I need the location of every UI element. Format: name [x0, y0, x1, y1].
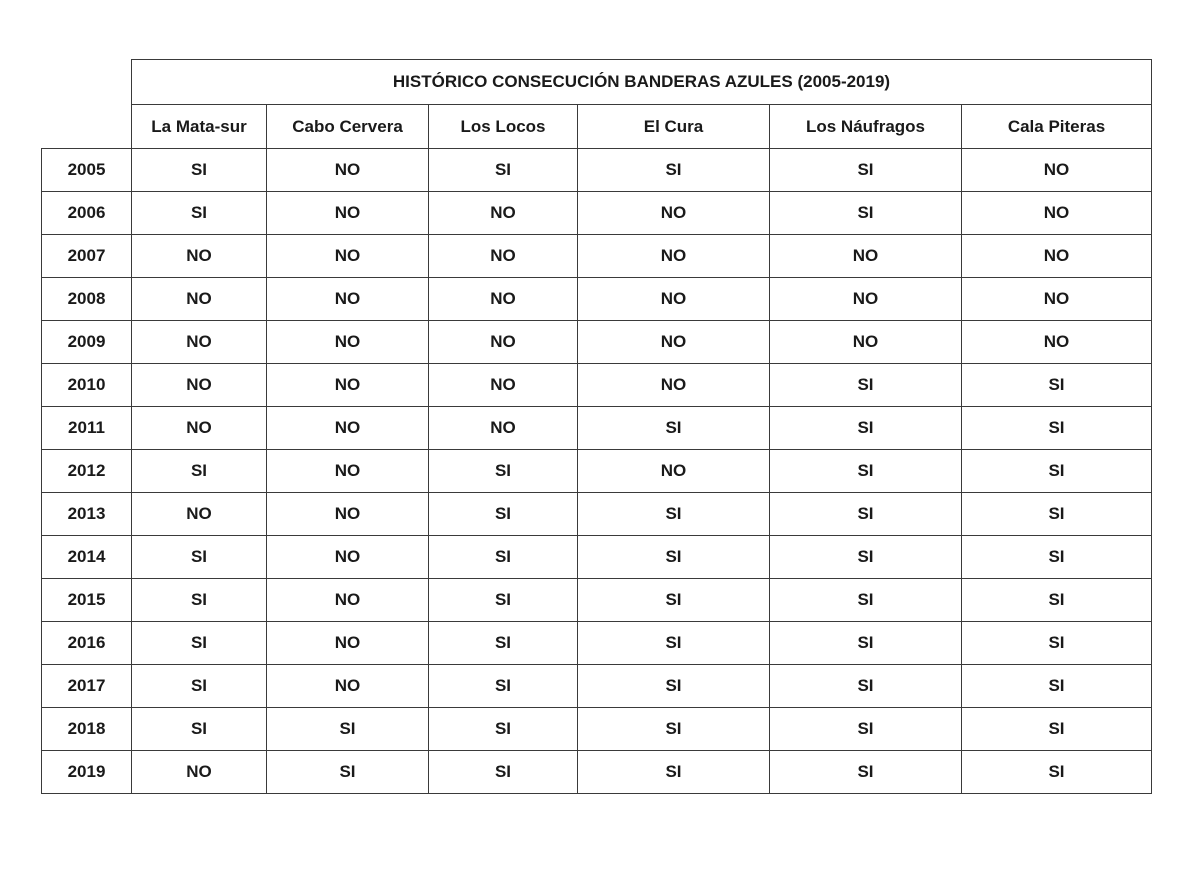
status-cell: NO [267, 536, 429, 579]
status-cell: SI [267, 708, 429, 751]
table-row [42, 493, 1152, 536]
corner-cell [42, 105, 132, 149]
status-cell: SI [132, 450, 267, 493]
status-cell: SI [267, 751, 429, 794]
status-cell: SI [962, 665, 1152, 708]
status-cell: NO [267, 407, 429, 450]
year-cell: 2014 [42, 536, 132, 579]
status-cell: NO [962, 235, 1152, 278]
year-cell: 2018 [42, 708, 132, 751]
status-cell: SI [770, 450, 962, 493]
status-cell: NO [429, 235, 578, 278]
status-cell: SI [770, 493, 962, 536]
status-cell: SI [429, 622, 578, 665]
status-cell: NO [578, 321, 770, 364]
status-cell: NO [770, 278, 962, 321]
status-cell: SI [132, 192, 267, 235]
status-cell: SI [578, 493, 770, 536]
table-row [42, 192, 1152, 235]
status-cell: NO [132, 278, 267, 321]
status-cell: SI [770, 665, 962, 708]
status-cell: SI [962, 579, 1152, 622]
status-cell: SI [429, 536, 578, 579]
status-cell: SI [962, 536, 1152, 579]
status-cell: SI [962, 751, 1152, 794]
year-cell: 2007 [42, 235, 132, 278]
status-cell: NO [770, 235, 962, 278]
status-cell: NO [267, 149, 429, 192]
status-cell: SI [770, 536, 962, 579]
status-cell: SI [429, 751, 578, 794]
table-title: HISTÓRICO CONSECUCIÓN BANDERAS AZULES (2005-2019) [132, 60, 1152, 105]
year-cell: 2009 [42, 321, 132, 364]
status-cell: NO [962, 192, 1152, 235]
status-cell: NO [770, 321, 962, 364]
status-cell: NO [267, 321, 429, 364]
status-cell: SI [962, 493, 1152, 536]
column-header-el-cura: El Cura [578, 105, 770, 149]
status-cell: NO [267, 493, 429, 536]
status-cell: NO [267, 192, 429, 235]
status-cell: SI [429, 665, 578, 708]
year-cell: 2008 [42, 278, 132, 321]
table-row [42, 407, 1152, 450]
status-cell: SI [770, 708, 962, 751]
column-header-los-locos: Los Locos [429, 105, 578, 149]
status-cell: SI [578, 665, 770, 708]
status-cell: NO [429, 192, 578, 235]
year-cell: 2016 [42, 622, 132, 665]
status-cell: SI [962, 708, 1152, 751]
status-cell: NO [429, 321, 578, 364]
table-row [42, 149, 1152, 192]
table-row [42, 708, 1152, 751]
year-cell: 2015 [42, 579, 132, 622]
status-cell: NO [429, 364, 578, 407]
status-cell: NO [578, 278, 770, 321]
status-cell: NO [267, 622, 429, 665]
year-cell: 2010 [42, 364, 132, 407]
status-cell: SI [770, 407, 962, 450]
status-cell: SI [578, 407, 770, 450]
status-cell: SI [770, 622, 962, 665]
status-cell: NO [132, 364, 267, 407]
status-cell: NO [267, 364, 429, 407]
header-row [42, 105, 1152, 149]
status-cell: SI [578, 579, 770, 622]
year-cell: 2011 [42, 407, 132, 450]
status-cell: NO [267, 579, 429, 622]
table-row [42, 536, 1152, 579]
status-cell: SI [429, 708, 578, 751]
column-header-los-naufragos: Los Náufragos [770, 105, 962, 149]
table-row [42, 450, 1152, 493]
status-cell: SI [578, 622, 770, 665]
year-cell: 2006 [42, 192, 132, 235]
status-cell: NO [578, 364, 770, 407]
status-cell: SI [578, 536, 770, 579]
status-cell: NO [132, 751, 267, 794]
status-cell: SI [962, 450, 1152, 493]
status-cell: NO [962, 278, 1152, 321]
status-cell: NO [962, 149, 1152, 192]
table-row [42, 751, 1152, 794]
column-header-la-mata-sur: La Mata-sur [132, 105, 267, 149]
status-cell: SI [962, 364, 1152, 407]
column-header-cala-piteras: Cala Piteras [962, 105, 1152, 149]
status-cell: NO [429, 407, 578, 450]
status-cell: SI [132, 665, 267, 708]
status-cell: SI [962, 622, 1152, 665]
status-cell: NO [578, 450, 770, 493]
status-cell: NO [267, 665, 429, 708]
table-row [42, 278, 1152, 321]
status-cell: SI [770, 364, 962, 407]
status-cell: NO [962, 321, 1152, 364]
table-row [42, 321, 1152, 364]
status-cell: SI [578, 708, 770, 751]
status-cell: SI [429, 493, 578, 536]
status-cell: NO [267, 278, 429, 321]
status-cell: NO [578, 235, 770, 278]
blue-flags-table [41, 59, 1152, 794]
status-cell: SI [770, 579, 962, 622]
table-row [42, 622, 1152, 665]
status-cell: SI [770, 149, 962, 192]
status-cell: SI [962, 407, 1152, 450]
status-cell: NO [132, 407, 267, 450]
corner-cell [42, 60, 132, 105]
column-header-cabo-cervera: Cabo Cervera [267, 105, 429, 149]
status-cell: SI [429, 149, 578, 192]
status-cell: SI [132, 622, 267, 665]
status-cell: SI [132, 579, 267, 622]
status-cell: NO [578, 192, 770, 235]
status-cell: SI [770, 751, 962, 794]
year-cell: 2013 [42, 493, 132, 536]
status-cell: SI [132, 536, 267, 579]
year-cell: 2005 [42, 149, 132, 192]
status-cell: NO [132, 493, 267, 536]
status-cell: NO [267, 450, 429, 493]
status-cell: SI [429, 579, 578, 622]
status-cell: SI [132, 149, 267, 192]
status-cell: SI [578, 149, 770, 192]
status-cell: NO [132, 235, 267, 278]
table-row [42, 364, 1152, 407]
table-row [42, 235, 1152, 278]
status-cell: SI [578, 751, 770, 794]
year-cell: 2017 [42, 665, 132, 708]
status-cell: SI [770, 192, 962, 235]
table-row [42, 579, 1152, 622]
status-cell: NO [132, 321, 267, 364]
year-cell: 2019 [42, 751, 132, 794]
status-cell: NO [429, 278, 578, 321]
year-cell: 2012 [42, 450, 132, 493]
status-cell: SI [429, 450, 578, 493]
status-cell: SI [132, 708, 267, 751]
table-row [42, 665, 1152, 708]
status-cell: NO [267, 235, 429, 278]
